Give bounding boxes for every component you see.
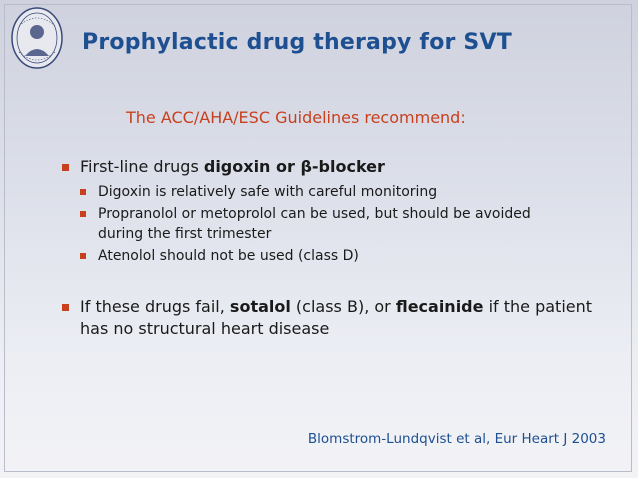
bullet-marker bbox=[62, 304, 69, 311]
bullet-marker bbox=[80, 189, 86, 195]
slide-subtitle: The ACC/AHA/ESC Guidelines recommend: bbox=[126, 108, 466, 127]
citation: Blomstrom-Lundqvist et al, Eur Heart J 2003 bbox=[307, 431, 606, 447]
bullet-alternative-drugs: If these drugs fail, sotalol (class B), or flecainide if the patient has no structural heart disease bbox=[62, 296, 602, 340]
sub-bullet-list bbox=[80, 182, 540, 266]
sub-bullet-propranolol: Propranolol or metoprolol can be used, but should be avoided during the first trimester bbox=[80, 204, 540, 244]
bullet-marker bbox=[80, 211, 86, 217]
sub-bullet-atenolol: Atenolol should not be used (class D) bbox=[80, 246, 540, 266]
university-seal-logo bbox=[10, 6, 64, 70]
sub-bullet-digoxin: Digoxin is relatively safe with careful monitoring bbox=[80, 182, 540, 202]
bullet-first-line-drugs: First-line drugs digoxin or β-blocker bbox=[62, 156, 602, 178]
main-bullet-list bbox=[62, 156, 602, 178]
slide-title: Prophylactic drug therapy for SVT bbox=[82, 30, 512, 55]
bullet-marker bbox=[62, 164, 69, 171]
bullet-marker bbox=[80, 253, 86, 259]
second-bullet-list bbox=[62, 296, 602, 340]
